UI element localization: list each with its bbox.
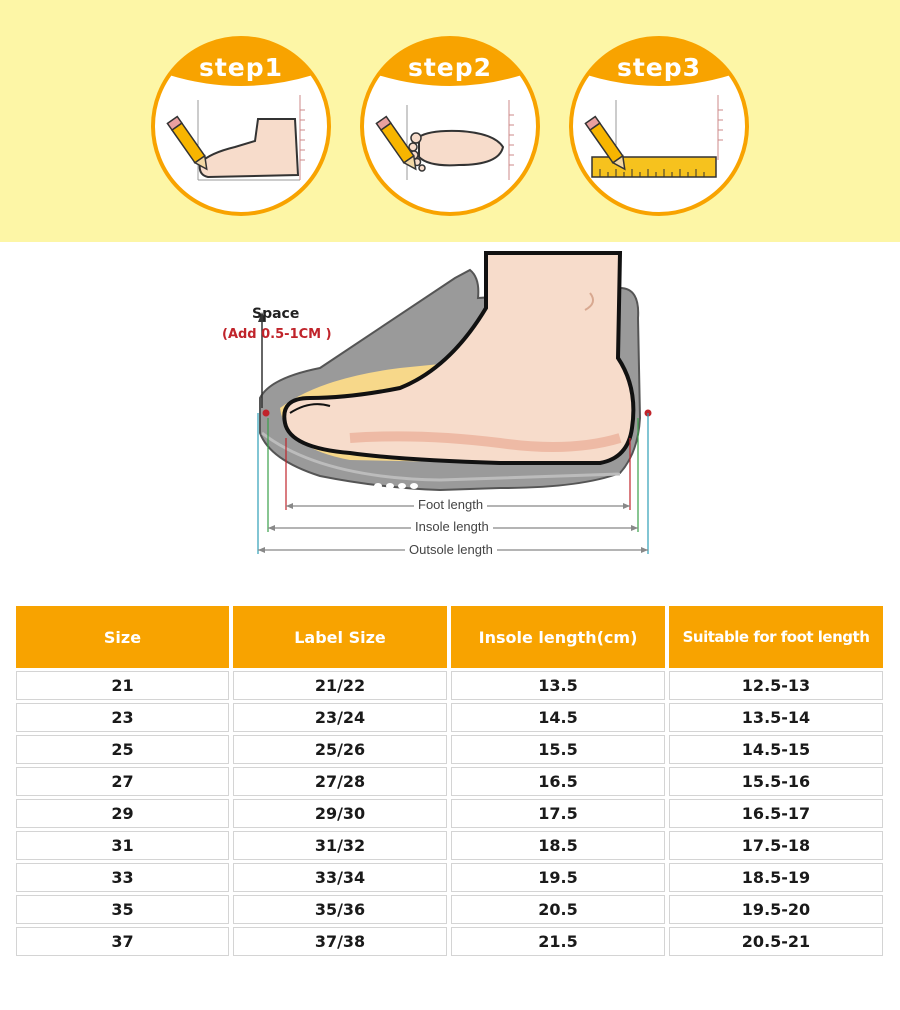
cell-insole-length: 17.5: [451, 799, 665, 828]
space-note: (Add 0.5-1CM ): [222, 327, 332, 342]
step-3-card: [568, 35, 750, 217]
table-header-row: [16, 606, 883, 668]
cell-label-size: 23/24: [233, 703, 447, 732]
cell-size: 23: [16, 703, 229, 732]
table-row: [16, 927, 883, 956]
foot-length-label: Foot length: [414, 497, 487, 512]
cell-foot-length: 12.5-13: [669, 671, 883, 700]
header-size: Size: [16, 606, 229, 668]
cell-foot-length: 17.5-18: [669, 831, 883, 860]
cell-size: 37: [16, 927, 229, 956]
step-1-card: [150, 35, 332, 217]
shoe-measurement-diagram: [200, 248, 700, 568]
cell-insole-length: 16.5: [451, 767, 665, 796]
step-2-card: [359, 35, 541, 217]
header-insole-length: Insole length(cm): [451, 606, 665, 668]
header-foot-length: Suitable for foot length: [669, 606, 883, 668]
cell-insole-length: 20.5: [451, 895, 665, 924]
table-row: [16, 895, 883, 924]
cell-label-size: 31/32: [233, 831, 447, 860]
size-chart-table: [12, 603, 887, 959]
cell-insole-length: 19.5: [451, 863, 665, 892]
step-1-label: step1: [198, 53, 284, 82]
cell-foot-length: 16.5-17: [669, 799, 883, 828]
cell-label-size: 33/34: [233, 863, 447, 892]
cell-insole-length: 18.5: [451, 831, 665, 860]
cell-foot-length: 15.5-16: [669, 767, 883, 796]
cell-size: 25: [16, 735, 229, 764]
outsole-length-label: Outsole length: [405, 542, 497, 557]
cell-foot-length: 14.5-15: [669, 735, 883, 764]
cell-insole-length: 15.5: [451, 735, 665, 764]
cell-insole-length: 13.5: [451, 671, 665, 700]
step-2-label: step2: [407, 53, 493, 82]
cell-foot-length: 18.5-19: [669, 863, 883, 892]
space-label: Space: [252, 306, 300, 322]
cell-label-size: 27/28: [233, 767, 447, 796]
cell-size: 21: [16, 671, 229, 700]
cell-label-size: 29/30: [233, 799, 447, 828]
cell-label-size: 35/36: [233, 895, 447, 924]
cell-size: 33: [16, 863, 229, 892]
table-row: [16, 799, 883, 828]
cell-insole-length: 14.5: [451, 703, 665, 732]
cell-size: 29: [16, 799, 229, 828]
cell-size: 31: [16, 831, 229, 860]
table-row: [16, 735, 883, 764]
cell-foot-length: 13.5-14: [669, 703, 883, 732]
step-3-label: step3: [616, 53, 702, 82]
cell-size: 35: [16, 895, 229, 924]
insole-length-label: Insole length: [411, 519, 493, 534]
cell-size: 27: [16, 767, 229, 796]
cell-foot-length: 19.5-20: [669, 895, 883, 924]
cell-insole-length: 21.5: [451, 927, 665, 956]
table-row: [16, 831, 883, 860]
table-row: [16, 671, 883, 700]
header-label-size: Label Size: [233, 606, 447, 668]
table-row: [16, 703, 883, 732]
table-row: [16, 767, 883, 796]
cell-label-size: 37/38: [233, 927, 447, 956]
steps-banner: [0, 0, 900, 242]
cell-label-size: 21/22: [233, 671, 447, 700]
cell-label-size: 25/26: [233, 735, 447, 764]
cell-foot-length: 20.5-21: [669, 927, 883, 956]
table-row: [16, 863, 883, 892]
